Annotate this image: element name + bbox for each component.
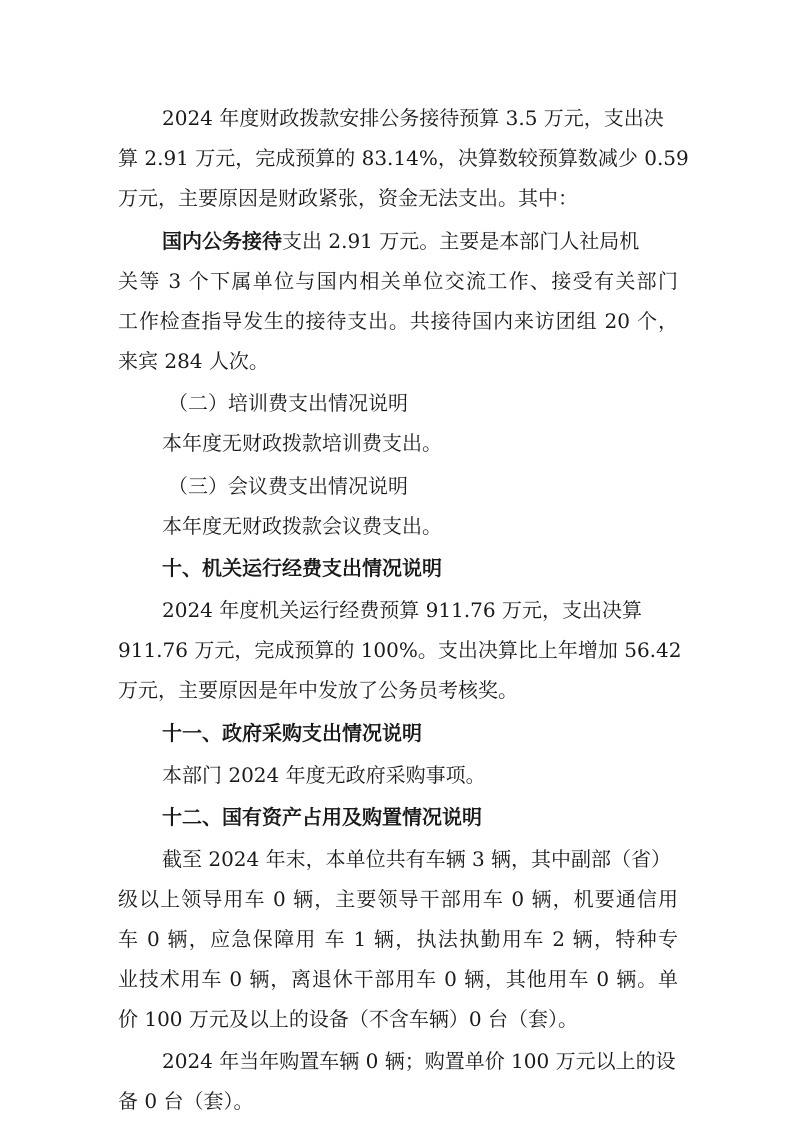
paragraph-line: 级以上领导用车 0 辆，主要领导干部用车 0 辆，机要通信用	[118, 887, 678, 911]
paragraph-line: 价 100 万元及以上的设备（不含车辆）0 台（套）。	[118, 1007, 578, 1031]
paragraph-line: 万元，主要原因是财政紧张，资金无法支出。其中：	[118, 186, 578, 210]
paragraph-line: 本部门 2024 年度无政府采购事项。	[162, 763, 486, 787]
paragraph-line: 备 0 台（套）。	[118, 1089, 254, 1113]
paragraph-line: 截至 2024 年末，本单位共有车辆 3 辆，其中副部（省）	[162, 847, 672, 871]
paragraph-line: 车 0 辆，应急保障用 车 1 辆，执法执勤用车 2 辆，特种专	[118, 927, 678, 951]
paragraph-line: 来宾 284 人次。	[118, 349, 269, 373]
paragraph-line	[162, 221, 678, 261]
paragraph-line: 2024 年度机关运行经费预算 911.76 万元，支出决算	[162, 598, 642, 622]
section-heading: 十、机关运行经费支出情况说明	[162, 556, 442, 580]
section-subheading: （三）会议费支出情况说明	[168, 474, 408, 498]
paragraph-line: 2024 年度财政拨款安排公务接待预算 3.5 万元，支出决	[162, 106, 664, 130]
section-subheading: （二）培训费支出情况说明	[168, 391, 408, 415]
paragraph-line: 算 2.91 万元，完成预算的 83.14%，决算数较预算数减少 0.59	[118, 146, 689, 170]
bold-lead: 国内公务接待	[162, 229, 282, 253]
section-heading: 十二、国有资产占用及购置情况说明	[162, 805, 482, 829]
paragraph-text: 支出 2.91 万元。主要是本部门人社局机	[282, 229, 640, 253]
section-heading: 十一、政府采购支出情况说明	[162, 721, 422, 745]
paragraph-line: 本年度无财政拨款培训费支出。	[162, 431, 442, 455]
paragraph-line: 关等 3 个下属单位与国内相关单位交流工作、接受有关部门	[118, 269, 678, 293]
paragraph-line: 本年度无财政拨款会议费支出。	[162, 514, 442, 538]
paragraph-line: 911.76 万元，完成预算的 100%。支出决算比上年增加 56.42	[118, 638, 682, 662]
paragraph-line: 万元，主要原因是年中发放了公务员考核奖。	[118, 678, 518, 702]
paragraph-line: 2024 年当年购置车辆 0 辆；购置单价 100 万元以上的设	[162, 1049, 676, 1073]
paragraph-line: 业技术用车 0 辆，离退休干部用车 0 辆，其他用车 0 辆。单	[118, 967, 678, 991]
paragraph-line: 工作检查指导发生的接待支出。共接待国内来访团组 20 个，	[118, 309, 678, 333]
